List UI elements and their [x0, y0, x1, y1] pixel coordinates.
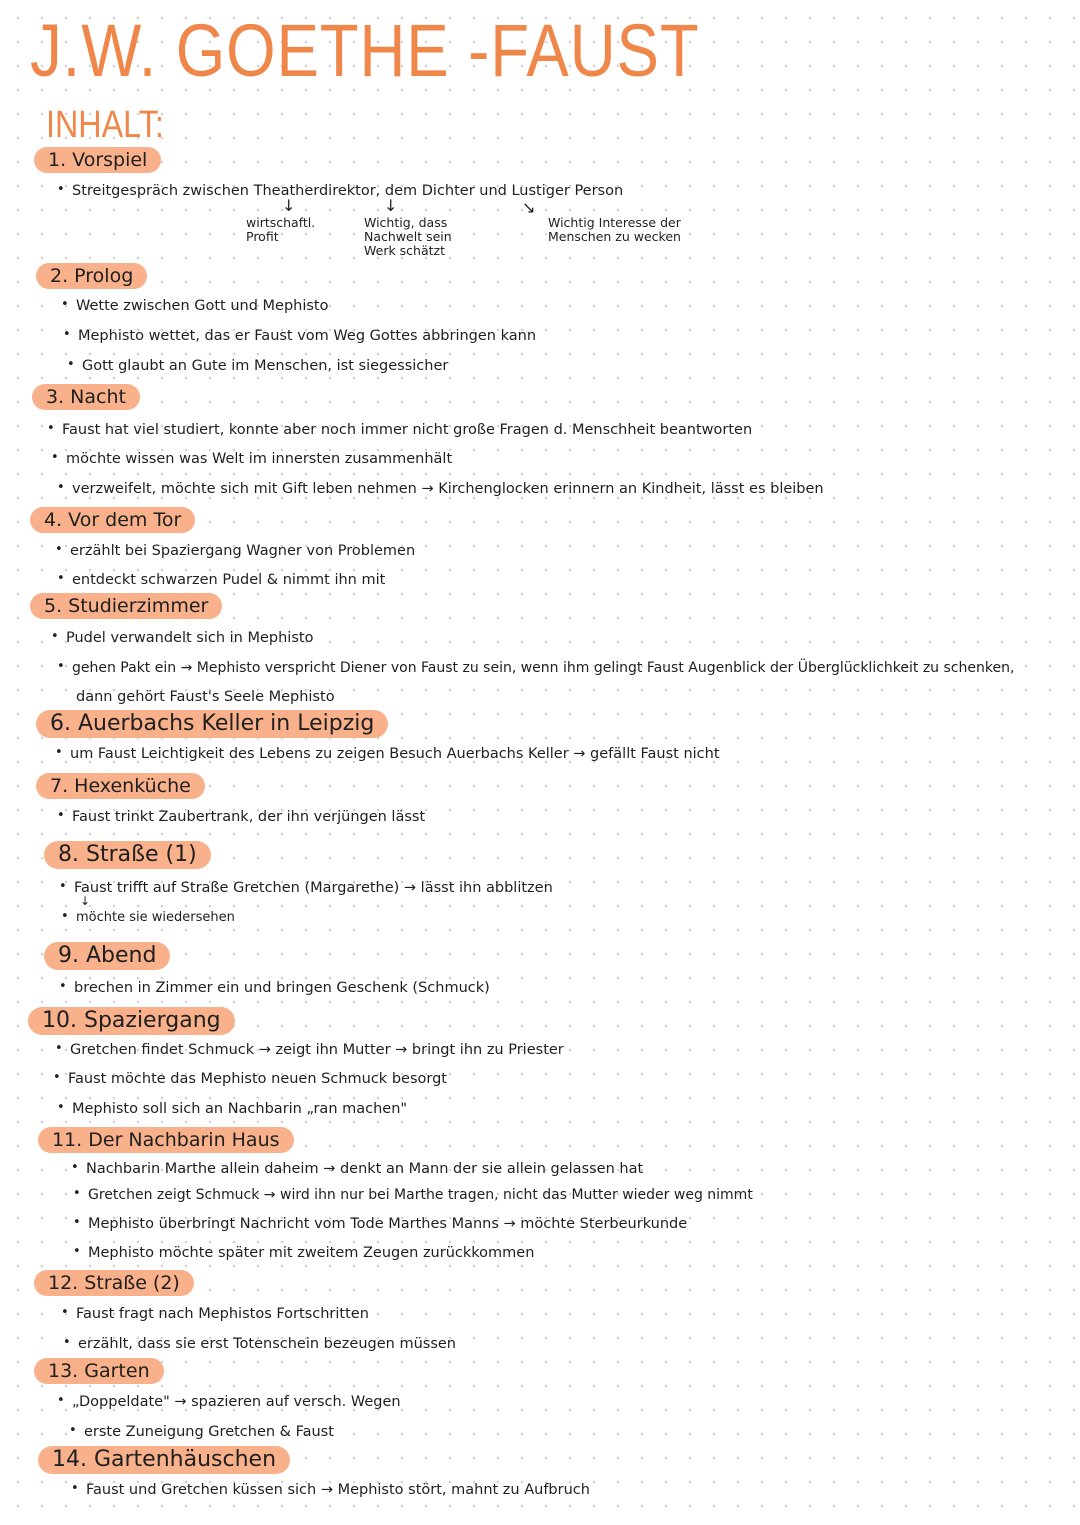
section-heading-strasse-1: 8. Straße (1)	[44, 841, 211, 869]
bullet-item: • Pudel verwandelt sich in Mephisto	[66, 630, 313, 646]
bullet-item: • Faust trifft auf Straße Gretchen (Margarethe) → lässt ihn abblitzen	[74, 880, 553, 896]
bullet-continuation: dann gehört Faust's Seele Mephisto	[76, 689, 335, 705]
section-heading-spaziergang: 10. Spaziergang	[28, 1007, 235, 1035]
bullet-item: • erzählt bei Spaziergang Wagner von Problemen	[70, 543, 415, 559]
bullet-item: • Nachbarin Marthe allein daheim → denkt an Mann der sie allein gelassen hat	[86, 1161, 643, 1177]
bullet-item: • Mephisto wettet, das er Faust vom Weg Gottes abbringen kann	[78, 328, 536, 344]
bullet-item: • gehen Pakt ein → Mephisto verspricht Diener von Faust zu sein, wenn ihm gelingt Faust Augenblick der Überglücklichkeit zu schenken,	[72, 660, 1014, 676]
bullet-item: • Gretchen zeigt Schmuck → wird ihn nur bei Marthe tragen, nicht das Mutter wieder weg nimmt	[88, 1187, 753, 1203]
bullet-item: • Faust fragt nach Mephistos Fortschritten	[76, 1306, 369, 1322]
bullet-item: • erste Zuneigung Gretchen & Faust	[84, 1424, 334, 1440]
page-subtitle: INHALT:	[46, 104, 164, 146]
section-heading-prolog: 2. Prolog	[36, 263, 147, 289]
section-heading-garten: 13. Garten	[34, 1358, 164, 1384]
bullet-item: • Mephisto möchte später mit zweitem Zeugen zurückkommen	[88, 1245, 534, 1261]
bullet-item: • Faust möchte das Mephisto neuen Schmuck besorgt	[68, 1071, 447, 1087]
section-heading-strasse-2: 12. Straße (2)	[34, 1270, 194, 1296]
bullet-item: • Faust trinkt Zaubertrank, der ihn verjüngen lässt	[72, 809, 425, 825]
bullet-item: • möchte wissen was Welt im innersten zusammenhält	[66, 451, 452, 467]
section-heading-nachbarin-haus: 11. Der Nachbarin Haus	[38, 1127, 294, 1153]
section-heading-studierzimmer: 5. Studierzimmer	[30, 593, 222, 619]
section-heading-vor-dem-tor: 4. Vor dem Tor	[30, 507, 195, 533]
section-heading-nacht: 3. Nacht	[32, 384, 140, 410]
annotation-note: wirtschaftl. Profit	[246, 215, 316, 244]
bullet-item: • verzweifelt, möchte sich mit Gift leben nehmen → Kirchenglocken erinnern an Kindheit, lässt es bleiben	[72, 481, 824, 497]
bullet-item: • entdeckt schwarzen Pudel & nimmt ihn mit	[72, 572, 385, 588]
arrow-down-right-icon: ↘	[522, 198, 536, 217]
bullet-item: • „Doppeldate" → spazieren auf versch. Wegen	[72, 1394, 401, 1410]
bullet-item: • Faust und Gretchen küssen sich → Mephisto stört, mahnt zu Aufbruch	[86, 1482, 590, 1498]
bullet-item: • Wette zwischen Gott und Mephisto	[76, 298, 329, 314]
section-heading-vorspiel: 1. Vorspiel	[34, 147, 161, 173]
section-heading-gartenhaeuschen: 14. Gartenhäuschen	[38, 1446, 290, 1474]
bullet-item: • möchte sie wiedersehen	[76, 910, 235, 925]
arrow-down-icon: ↓	[282, 196, 296, 215]
section-heading-abend: 9. Abend	[44, 942, 170, 970]
bullet-item: • Streitgespräch zwischen Theatherdirektor, dem Dichter und Lustiger Person	[72, 183, 623, 199]
arrow-down-icon: ↓	[80, 894, 91, 908]
bullet-item: • brechen in Zimmer ein und bringen Geschenk (Schmuck)	[74, 980, 490, 996]
bullet-item: • erzählt, dass sie erst Totenschein bezeugen müssen	[78, 1336, 456, 1352]
bullet-item: • Mephisto soll sich an Nachbarin „ran machen"	[72, 1101, 407, 1117]
annotation-note: Wichtig, dass Nachwelt sein Werk schätzt	[364, 215, 452, 258]
section-heading-auerbachs-keller: 6. Auerbachs Keller in Leipzig	[36, 710, 388, 738]
annotation-note: Wichtig Interesse der Menschen zu wecken	[548, 215, 681, 244]
arrow-down-icon: ↓	[384, 196, 398, 215]
bullet-item: • Gretchen findet Schmuck → zeigt ihn Mutter → bringt ihn zu Priester	[70, 1042, 564, 1058]
bullet-item: • Mephisto überbringt Nachricht vom Tode Marthes Manns → möchte Sterbeurkunde	[88, 1216, 687, 1232]
page-title: J.W. GOETHE -FAUST	[30, 9, 700, 92]
bullet-item: • um Faust Leichtigkeit des Lebens zu zeigen Besuch Auerbachs Keller → gefällt Faust nicht	[70, 746, 720, 762]
bullet-item: • Faust hat viel studiert, konnte aber noch immer nicht große Fragen d. Menschheit beantworten	[62, 422, 752, 438]
section-heading-hexenkueche: 7. Hexenküche	[36, 773, 205, 799]
bullet-item: • Gott glaubt an Gute im Menschen, ist siegessicher	[82, 358, 448, 374]
